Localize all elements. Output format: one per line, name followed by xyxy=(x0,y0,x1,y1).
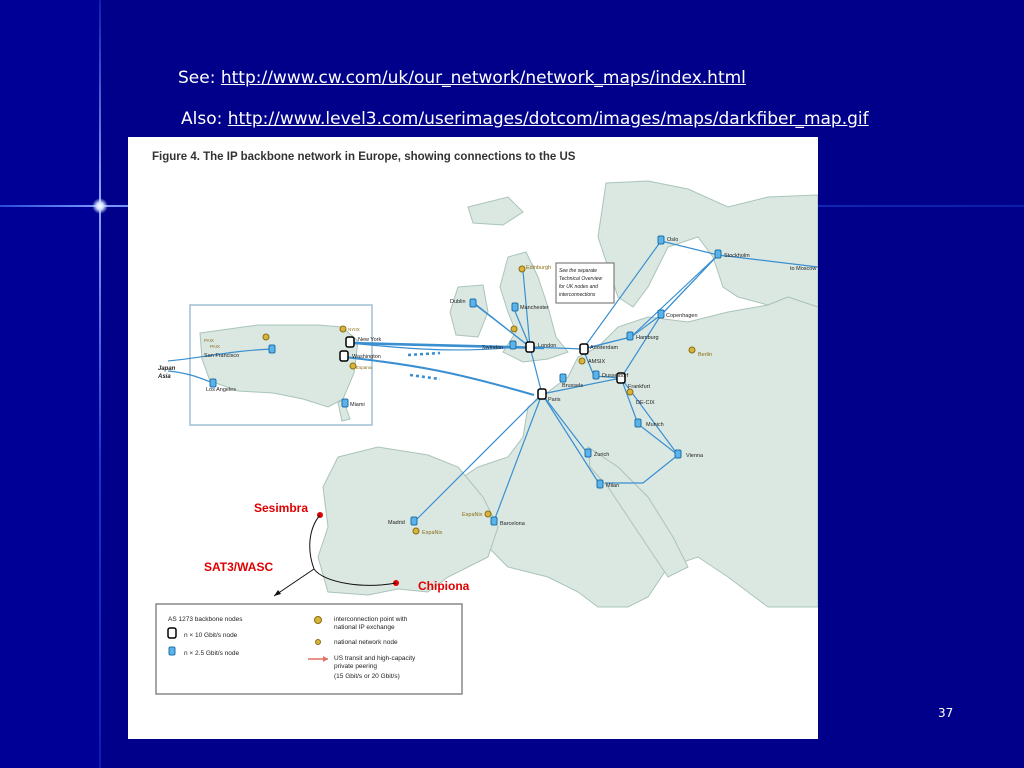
label-edinburgh: Edinburgh xyxy=(526,265,552,271)
label-asia: Asia xyxy=(158,374,171,380)
node-milan xyxy=(597,480,603,488)
label-paix-sf: PAIX xyxy=(204,338,214,343)
label-amsix: AMSIX xyxy=(588,359,606,365)
see-link[interactable]: http://www.cw.com/uk/our_network/network_maps/index.html xyxy=(220,68,746,88)
land-ireland xyxy=(450,285,488,337)
label-paix-va: PAIX xyxy=(210,344,220,349)
legend-national-icon xyxy=(316,640,321,645)
exchange-espanix-eu xyxy=(485,511,491,517)
uk-note-line-2: Technical Overview xyxy=(559,276,603,282)
label-espanix-us: Espanix xyxy=(356,365,373,370)
node-paris xyxy=(538,389,546,399)
node-copenhagen xyxy=(658,310,664,318)
node-dublin xyxy=(470,299,476,307)
node-dusseldorf xyxy=(593,371,599,379)
uk-note-line-3: for UK nodes and xyxy=(559,284,598,290)
see-prefix: See: xyxy=(178,68,216,88)
node-swindon xyxy=(510,341,516,349)
label-dusseldorf: Dusseldorf xyxy=(602,373,629,379)
legend-2-5g-icon xyxy=(169,647,175,655)
node-london xyxy=(526,342,534,352)
legend-10g: n × 10 Gbit/s node xyxy=(184,632,238,639)
label-san-francisco: San Francisco xyxy=(204,353,240,359)
node-manchester xyxy=(512,303,518,311)
label-japan: Japan xyxy=(158,366,176,372)
node-barcelona xyxy=(491,517,497,525)
legend-heading: AS 1273 backbone nodes xyxy=(168,616,243,623)
land-iberia xyxy=(318,447,498,595)
label-barcelona: Barcelona xyxy=(500,521,525,527)
node-brussels xyxy=(560,374,566,382)
node-madrid xyxy=(411,517,417,525)
label-miami: Miami xyxy=(350,402,365,408)
legend-national: national network node xyxy=(334,639,398,646)
label-swindon: Swindon xyxy=(482,345,504,351)
legend-exchange-2: national IP exchange xyxy=(334,624,395,631)
label-stockholm: Stockholm xyxy=(724,253,750,259)
node-oslo xyxy=(658,236,664,244)
legend-exchange-icon xyxy=(315,617,322,624)
label-frankfurt: Frankfurt xyxy=(628,384,651,390)
exchange-espanix-es xyxy=(413,528,419,534)
decor-sparkle xyxy=(92,198,108,214)
also-prefix: Also: xyxy=(181,109,223,129)
label-zurich: Zurich xyxy=(594,452,610,458)
label-espanix-es: EspaNix xyxy=(422,530,443,536)
node-amsterdam xyxy=(580,344,588,354)
uk-note-line-4: interconnections xyxy=(559,292,596,298)
node-new-york xyxy=(346,337,354,347)
decor-vertical-line xyxy=(99,0,101,768)
page-number: 37 xyxy=(938,706,954,720)
decor-band xyxy=(0,0,100,768)
exchange-edinburgh xyxy=(519,266,525,272)
node-zurich xyxy=(585,449,591,457)
label-los-angeles: Los Angeles xyxy=(206,387,236,393)
label-sesimbra: Sesimbra xyxy=(254,501,309,515)
label-espanix-eu: EspaNix xyxy=(462,512,483,518)
exchange-nyiix xyxy=(340,326,346,332)
exchange-birmingham xyxy=(511,326,517,332)
label-amsterdam: Amsterdam xyxy=(590,345,619,351)
also-link[interactable]: http://www.level3.com/userimages/dotcom/images/maps/darkfiber_map.gif xyxy=(227,109,869,129)
node-stockholm xyxy=(715,250,721,258)
label-copenhagen: Copenhagen xyxy=(666,313,698,319)
legend-exchange-1: interconnection point with xyxy=(334,616,408,623)
label-moscow: to Moscow xyxy=(790,266,817,272)
node-miami xyxy=(342,399,348,407)
label-paris: Paris xyxy=(548,397,561,403)
label-vienna: Vienna xyxy=(686,453,704,459)
land-scandinavia xyxy=(598,181,818,307)
node-los-angeles xyxy=(210,379,216,387)
label-new-york: New York xyxy=(358,337,382,343)
network-map-figure xyxy=(128,137,818,739)
also-line xyxy=(181,109,869,129)
label-brussels: Brussels xyxy=(562,383,584,389)
legend-10g-icon xyxy=(168,628,176,638)
label-manchester: Manchester xyxy=(520,305,549,311)
label-oslo: Oslo xyxy=(667,237,679,243)
legend-transit-3: (15 Gbit/s or 20 Gbit/s) xyxy=(334,673,400,680)
label-madrid: Madrid xyxy=(388,520,405,526)
label-berlin: Berlin xyxy=(698,352,713,358)
label-milan: Milan xyxy=(606,483,620,489)
node-hamburg xyxy=(627,332,633,340)
label-dublin: Dublin xyxy=(450,299,466,305)
label-munich: Munich xyxy=(646,422,664,428)
exchange-berlin xyxy=(689,347,695,353)
node-vienna xyxy=(675,450,681,458)
see-line xyxy=(178,68,746,88)
uk-note-box xyxy=(556,263,614,303)
label-sat3-wasc: SAT3/WASC xyxy=(204,560,274,574)
map-canvas xyxy=(128,137,818,739)
node-munich xyxy=(635,419,641,427)
uk-note-line-1: See the separate xyxy=(559,268,598,274)
label-nyiix: NYIIX xyxy=(348,327,360,332)
node-san-francisco xyxy=(269,345,275,353)
land-continent xyxy=(448,297,818,607)
label-decix: DE-CIX xyxy=(636,400,655,406)
node-washington xyxy=(340,351,348,361)
label-washington: Washington xyxy=(352,354,381,360)
label-hamburg: Hamburg xyxy=(636,335,659,341)
legend-transit-2: private peering xyxy=(334,663,377,670)
exchange-paix-sf xyxy=(263,334,269,340)
map-legend xyxy=(156,604,462,694)
map-title: Figure 4. The IP backbone network in Europe, showing connections to the US xyxy=(152,151,576,163)
label-london: London xyxy=(538,343,557,349)
legend-transit-1: US transit and high-capacity xyxy=(334,655,416,662)
land-iceland xyxy=(468,197,523,225)
legend-2-5g: n × 2.5 Gbit/s node xyxy=(184,650,240,657)
exchange-amsix xyxy=(579,358,585,364)
label-chipiona: Chipiona xyxy=(418,579,470,593)
